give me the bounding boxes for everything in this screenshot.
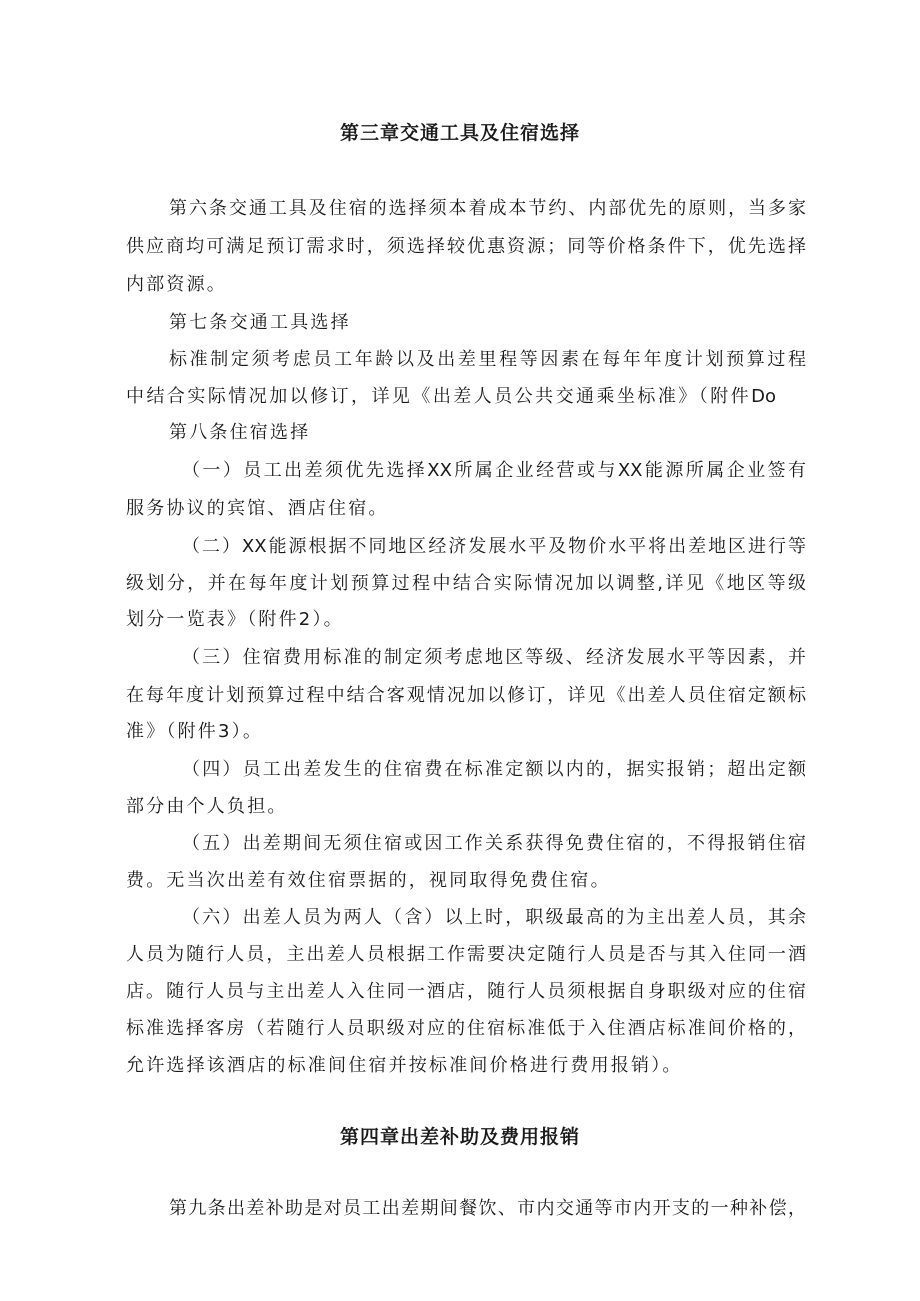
article-9-line-1: 第九条出差补助是对员工出差期间餐饮、市内交通等市内开支的一种补偿， xyxy=(169,1198,806,1219)
article-8-item-3-line-1: （三）住宿费用标准的制定须考虑地区等级、经济发展水平等因素，并 xyxy=(182,647,806,668)
article-8-item-5-line-2: 费。无当次出差有效住宿票据的，视同取得免费住宿。 xyxy=(126,870,611,891)
article-8-item-2-line-1: （二）XX能源根据不同地区经济发展水平及物价水平将出差地区进行等 xyxy=(182,536,806,557)
article-7-line-2: 中结合实际情况加以修订，详见《出差人员公共交通乘坐标准》（附件Do xyxy=(126,386,776,407)
article-8-heading: 第八条住宿选择 xyxy=(169,422,311,443)
article-8-item-1-line-1: （一）员工出差须优先选择XX所属企业经营或与XX能源所属企业签有 xyxy=(182,460,806,481)
article-8-item-6-line-4: 标准选择客房（若随行人员职级对应的住宿标准低于入住酒店标准间价格的， xyxy=(126,1018,806,1039)
article-8-item-6-line-1: （六）出差人员为两人（含）以上时，职级最高的为主出差人员，其余 xyxy=(182,907,806,928)
article-8-item-6-line-5: 允许选择该酒店的标准间住宿并按标准间价格进行费用报销）。 xyxy=(126,1055,683,1076)
chapter-4-title: 第四章出差补助及费用报销 xyxy=(339,1126,580,1148)
article-8-item-4-line-1: （四）员工出差发生的住宿费在标准定额以内的，据实报销；超出定额 xyxy=(182,759,806,780)
article-8-item-5-line-1: （五）出差期间无须住宿或因工作关系获得免费住宿的，不得报销住宿 xyxy=(182,833,806,854)
article-8-item-1-line-2: 服务协议的宾馆、酒店住宿。 xyxy=(126,498,389,519)
article-8-item-2-line-3: 划分一览表》（附件2）。 xyxy=(126,609,344,630)
article-8-item-3-line-2: 在每年度计划预算过程中结合客观情况加以修订，详见《出差人员住宿定额标 xyxy=(126,685,806,706)
article-6-line-1: 第六条交通工具及住宿的选择须本着成本节约、内部优先的原则，当多家 xyxy=(169,198,806,219)
article-8-item-6-line-3: 店。随行人员与主出差人入住同一酒店，随行人员须根据自身职级对应的住宿 xyxy=(126,981,806,1002)
article-8-item-6-line-2: 人员为随行人员，主出差人员根据工作需要决定随行人员是否与其入住同一酒 xyxy=(126,944,806,965)
article-7-heading: 第七条交通工具选择 xyxy=(169,312,351,333)
article-8-item-2-line-2: 级划分，并在每年度计划预算过程中结合实际情况加以调整,详见《地区等级 xyxy=(126,573,806,594)
article-6-line-3: 内部资源。 xyxy=(126,274,227,295)
article-6-line-2: 供应商均可满足预订需求时，须选择较优惠资源；同等价格条件下，优先选择 xyxy=(126,236,806,257)
article-8-item-3-line-3: 准》（附件3）。 xyxy=(126,721,264,742)
article-8-item-4-line-2: 部分由个人负担。 xyxy=(126,796,288,817)
chapter-3-title: 第三章交通工具及住宿选择 xyxy=(339,122,580,144)
article-7-line-1: 标准制定须考虑员工年龄以及出差里程等因素在每年年度计划预算过程 xyxy=(169,349,806,370)
